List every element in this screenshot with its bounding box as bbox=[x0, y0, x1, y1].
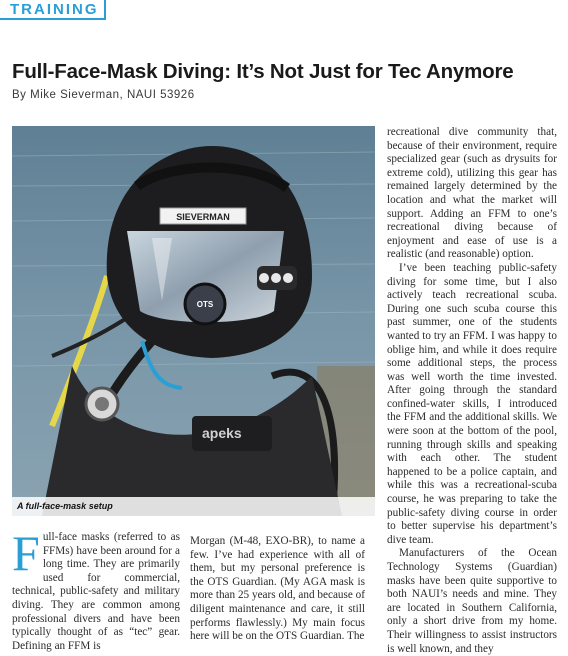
bcd-brand: apeks bbox=[202, 425, 242, 441]
section-label: TRAINING bbox=[10, 0, 99, 18]
body-column-1 bbox=[12, 525, 180, 653]
paragraph: ull-face masks (referred to as FFMs) have been around for a long time. They are primarily used for commercial, technical, public-safety and military diving. They are common among professional divers and have been typically thought of as “tec” gear. Defining an FFM is bbox=[12, 531, 180, 652]
body-column-2 bbox=[190, 535, 365, 644]
article-byline: By Mike Sieverman, NAUI 53926 bbox=[12, 89, 195, 101]
paragraph: I’ve been teaching public-safety diving for some time, but I also actively teach recreational scuba. During one such scuba course this past summer, one of the students wanted to try an FFM. I was happy to oblige him, and while it does require some additional steps, the process was well worth the time invested. After going through the standard confined-water skills, I introduced the FFM and the additional skills. We were soon at the bottom of the pool, running through skills and speaking with each other. The student happened to be a police captain, and while this was a recreational-scuba course, he was preparing to take the public-safety diving course in order to better supervise his department’s dive team. bbox=[387, 261, 557, 546]
paragraph: Morgan (M-48, EXO-BR), to name a few. I’ve had experience with all of them, but my personal preference is the OTS Guardian. (My AGA mask is more than 25 years old, and because of diligent maintenance and care, it still performs flawlessly.) My main focus here will be on the OTS Guardian. The bbox=[190, 535, 365, 643]
photo-caption: A full-face-mask setup bbox=[12, 497, 375, 516]
article-title: Full-Face-Mask Diving: It’s Not Just for Tec Anymore bbox=[12, 60, 514, 83]
paragraph: Manufacturers of the Ocean Technology Systems (Guardian) masks have been quite supportive to both NAUI’s needs and mine. They are located in Southern California, only a short drive from my home. Their willingness to assist instructors is well known, and they bbox=[387, 547, 557, 655]
article-photo bbox=[12, 126, 375, 516]
body-column-3 bbox=[387, 126, 557, 656]
mask-brand: OTS bbox=[196, 300, 214, 309]
dropcap: F bbox=[12, 525, 40, 581]
section-tag bbox=[0, 0, 106, 20]
diver-photo bbox=[12, 126, 375, 516]
name-tag-text: SIEVERMAN bbox=[176, 212, 230, 222]
paragraph: recreational dive community that, because of their environment, require specialized gear (such as drysuits for extreme cold), utilizing this gear has remained largely determined by the location and what the market will support. Adding an FFM to one’s recreational diving because of enjoyment and ease of use is a realistic (and reasonable) option. bbox=[387, 126, 557, 261]
